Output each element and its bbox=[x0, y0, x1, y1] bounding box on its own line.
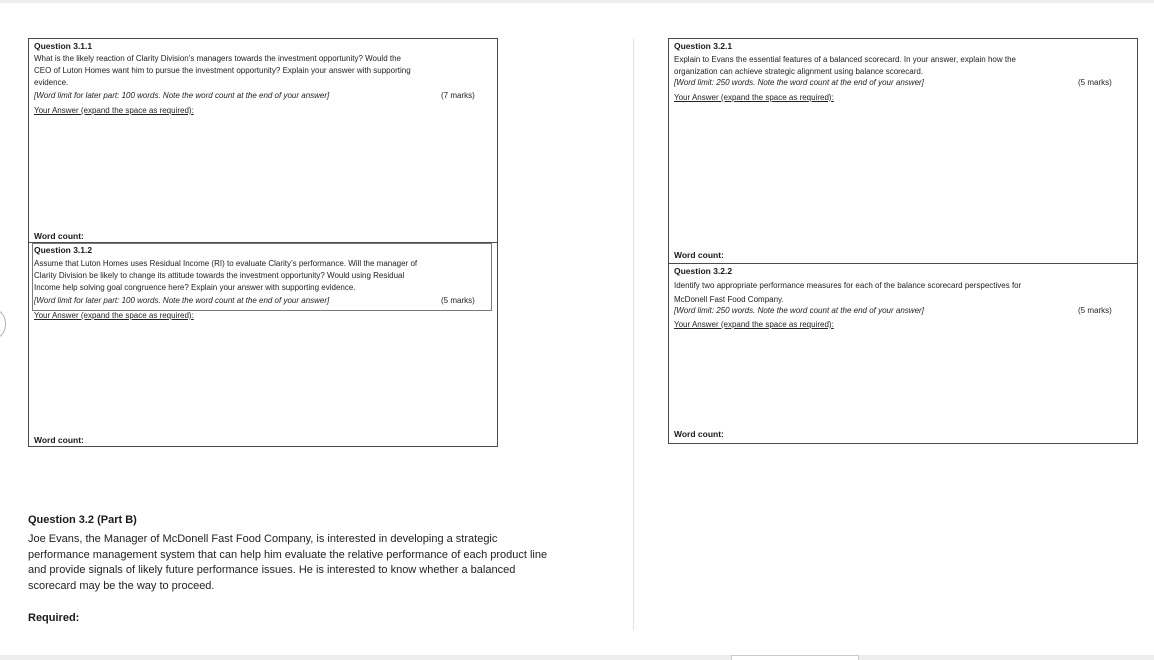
question-3-1-2-line: Assume that Luton Homes uses Residual Income (RI) to evaluate Clarity’s performance. Will the manager of bbox=[34, 259, 418, 268]
question-3-2-1-line: Explain to Evans the essential features of a balanced scorecard. In your answer, explain how the bbox=[674, 55, 1016, 64]
required-label: Required: bbox=[28, 612, 80, 624]
question-3-2-1-word-count: Word count: bbox=[674, 250, 724, 260]
top-toolbar-edge bbox=[0, 0, 1154, 3]
question-3-1-2-title: Question 3.1.2 bbox=[34, 245, 93, 255]
question-3-2-2-line: Identify two appropriate performance measures for each of the balance scorecard perspectives for bbox=[674, 281, 1022, 290]
question-3-2-2-marks: (5 marks) bbox=[1078, 306, 1112, 315]
question-3-1-2-text bbox=[34, 258, 417, 295]
question-3-2-2-text bbox=[674, 279, 1021, 306]
question-3-2-2-word-limit: [Word limit: 250 words. Note the word count at the end of your answer] bbox=[674, 306, 924, 315]
part-b-line: performance management system that can help him evaluate the relative performance of each product line bbox=[28, 548, 548, 561]
question-3-2-1-word-limit: [Word limit: 250 words. Note the word count at the end of your answer] bbox=[674, 78, 924, 87]
question-3-1-2-answer-label[interactable]: Your Answer (expand the space as required): bbox=[34, 311, 194, 320]
part-b-line: scorecard may be the way to proceed. bbox=[28, 579, 215, 592]
question-3-1-2-word-count: Word count: bbox=[34, 435, 84, 445]
bottom-tab[interactable] bbox=[731, 655, 859, 660]
part-b-heading: Question 3.2 (Part B) bbox=[28, 514, 137, 526]
part-b-line: Joe Evans, the Manager of McDonell Fast Food Company, is interested in developing a strategic bbox=[28, 533, 498, 545]
part-b-body bbox=[28, 532, 547, 594]
divider-line bbox=[668, 263, 1138, 264]
question-3-2-1-marks: (5 marks) bbox=[1078, 78, 1112, 87]
question-3-2-2-answer-label[interactable]: Your Answer (expand the space as required): bbox=[674, 320, 834, 329]
question-3-1-1-word-count: Word count: bbox=[34, 231, 84, 241]
question-3-2-1-line: organization can achieve strategic alignment using balance scorecard. bbox=[674, 67, 924, 77]
question-3-1-1-text bbox=[34, 53, 411, 90]
question-3-1-1-answer-label[interactable]: Your Answer (expand the space as required): bbox=[34, 106, 194, 115]
question-3-1-1-line: evidence. bbox=[34, 78, 69, 88]
question-3-2-2-title: Question 3.2.2 bbox=[674, 266, 733, 276]
question-3-2-1-answer-label[interactable]: Your Answer (expand the space as required): bbox=[674, 93, 834, 102]
part-b-line: and provide signals of likely future performance issues. He is interested to know whether a balanced bbox=[28, 564, 516, 577]
question-3-2-2-line: McDonell Fast Food Company. bbox=[674, 294, 784, 304]
question-3-1-1-line: What is the likely reaction of Clarity Division’s managers towards the investment opportunity? Would the bbox=[34, 54, 401, 63]
question-3-2-1-title: Question 3.2.1 bbox=[674, 41, 733, 51]
question-3-2-2-word-count: Word count: bbox=[674, 429, 724, 439]
question-3-1-1-line: CEO of Luton Homes want him to pursue the investment opportunity? Explain your answer with supporting bbox=[34, 66, 411, 76]
question-3-2-1-text bbox=[674, 54, 1016, 78]
question-3-1-2-line: Clarity Division be likely to change its attitude towards the investment opportunity? Would using Residual bbox=[34, 271, 405, 281]
page-divider bbox=[633, 38, 634, 630]
question-3-1-2-word-limit: [Word limit for later part: 100 words. Note the word count at the end of your answer] bbox=[34, 296, 330, 305]
question-3-1-1-word-limit: [Word limit for later part: 100 words. Note the word count at the end of your answer] bbox=[34, 91, 330, 100]
question-3-1-2-line: Income help solving goal congruence here? Explain your answer with supporting evidence. bbox=[34, 283, 356, 293]
question-3-1-2-marks: (5 marks) bbox=[441, 296, 475, 305]
question-3-1-1-marks: (7 marks) bbox=[441, 91, 475, 100]
question-3-1-1-title: Question 3.1.1 bbox=[34, 41, 93, 51]
scroll-handle[interactable] bbox=[0, 310, 6, 338]
bottom-status-edge bbox=[0, 655, 1154, 660]
